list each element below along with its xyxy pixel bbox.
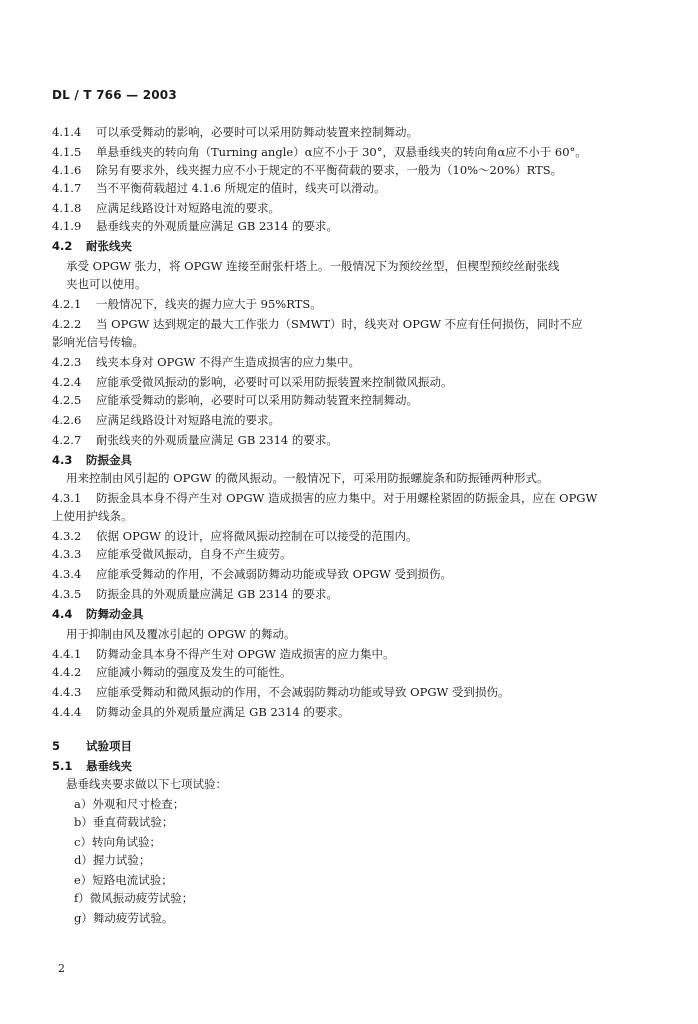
clause-number: 4.4.1 [52, 647, 82, 661]
clause-text: f）微风振动疲劳试验； [74, 891, 194, 905]
clause-text: a）外观和尺寸检查； [74, 797, 185, 811]
clause-number: 4.2.3 [52, 355, 82, 369]
clause-number: 4.4.2 [52, 665, 82, 679]
clause-text: 应能承受微风振动，自身不产生疲劳。 [96, 547, 292, 561]
clause-number: 4.1.6 [52, 163, 82, 177]
clause-4-2-1 [52, 296, 652, 312]
clause-4-4-4 [52, 704, 652, 720]
clause-text: 防舞动金具的外观质量应满足 GB 2314 的要求。 [96, 705, 350, 719]
clause-4-4-2 [52, 664, 652, 680]
clause-text: 依据 OPGW 的设计，应将微风振动控制在可以接受的范围内。 [96, 529, 418, 543]
clause-number: 4.2.7 [52, 433, 82, 447]
clause-4-2-4 [52, 374, 652, 390]
paragraph-line [74, 910, 674, 926]
clause-number: 4.1.8 [52, 201, 82, 215]
clause-text: 夹也可以使用。 [66, 277, 147, 291]
clause-text: 应能承受微风振动的影响，必要时可以采用防振装置来控制微风振动。 [96, 375, 453, 389]
clause-text: 一般情况下，线夹的握力应大于 95%RTS。 [96, 297, 322, 311]
clause-number: 4.1.5 [52, 145, 82, 159]
clause-4-3-2 [52, 528, 652, 544]
clause-number: 4.3.1 [52, 491, 82, 505]
clause-4-1-6 [52, 162, 652, 178]
section-heading: 耐张线夹 [86, 239, 132, 253]
clause-number: 4.4 [52, 607, 73, 621]
clause-number: 4.3 [52, 453, 73, 467]
paragraph-line [74, 814, 674, 830]
clause-text: 应满足线路设计对短路电流的要求。 [96, 413, 280, 427]
paragraph-line [66, 626, 666, 642]
clause-number: 4.2.1 [52, 297, 82, 311]
clause-4-1-7 [52, 180, 652, 196]
clause-4-2 [52, 238, 652, 254]
clause-text: 可以承受舞动的影响，必要时可以采用防舞动装置来控制舞动。 [96, 125, 418, 139]
clause-text: g）舞动疲劳试验。 [74, 911, 174, 925]
section-heading: 试验项目 [86, 739, 132, 753]
clause-5-1 [52, 758, 652, 774]
paragraph-line [74, 796, 674, 812]
clause-4-3-4 [52, 566, 652, 582]
page-number: 2 [58, 962, 65, 975]
paragraph-line [66, 776, 666, 792]
clause-4-1-4 [52, 124, 652, 140]
clause-4-2-3 [52, 354, 652, 370]
clause-number: 4.2 [52, 239, 73, 253]
clause-text: 用于抑制由风及覆冰引起的 OPGW 的舞动。 [66, 627, 296, 641]
paragraph-line [74, 872, 674, 888]
clause-4-1-8 [52, 200, 652, 216]
clause-text: 应能承受舞动的作用，不会减弱防舞动功能或导致 OPGW 受到损伤。 [96, 567, 452, 581]
clause-4-4-3 [52, 684, 652, 700]
clause-text: b）垂直荷载试验； [74, 815, 174, 829]
clause-text: 单悬垂线夹的转向角（Turning angle）α应不小于 30°，双悬垂线夹的转向角α应不小于 60°。 [96, 145, 587, 159]
clause-text: 用来控制由风引起的 OPGW 的微风振动。一般情况下，可采用防振螺旋条和防振锤两种形式。 [66, 471, 549, 485]
paragraph-line [52, 334, 652, 350]
clause-number: 4.2.6 [52, 413, 82, 427]
clause-4-1-5 [52, 144, 652, 160]
clause-text: 应能承受舞动和微风振动的作用，不会减弱防舞动功能或导致 OPGW 受到损伤。 [96, 685, 510, 699]
clause-text: 影响光信号传输。 [52, 335, 144, 349]
clause-4-1-9 [52, 218, 652, 234]
clause-number: 4.2.5 [52, 393, 82, 407]
clause-text: c）转向角试验； [74, 835, 161, 849]
paragraph-line [74, 834, 674, 850]
clause-text: 防振金具的外观质量应满足 GB 2314 的要求。 [96, 587, 338, 601]
paragraph-line [66, 258, 666, 274]
clause-5 [52, 738, 652, 754]
clause-number: 5.1 [52, 759, 73, 773]
clause-text: 承受 OPGW 张力，将 OPGW 连接至耐张杆塔上。一般情况下为预绞丝型，但楔型预绞丝耐张线 [66, 259, 560, 273]
clause-4-2-6 [52, 412, 652, 428]
clause-number: 4.1.7 [52, 181, 82, 195]
clause-text: 应满足线路设计对短路电流的要求。 [96, 201, 280, 215]
clause-text: 应能承受舞动的影响，必要时可以采用防舞动装置来控制舞动。 [96, 393, 418, 407]
clause-text: 线夹本身对 OPGW 不得产生造成损害的应力集中。 [96, 355, 360, 369]
clause-text: 上使用护线条。 [52, 509, 133, 523]
clause-text: 除另有要求外，线夹握力应不小于规定的不平衡荷载的要求，一般为（10%～20%）RTS。 [96, 163, 563, 177]
clause-4-2-7 [52, 432, 652, 448]
paragraph-line [74, 890, 674, 906]
clause-text: 悬垂线夹的外观质量应满足 GB 2314 的要求。 [96, 219, 338, 233]
clause-number: 4.2.2 [52, 317, 82, 331]
clause-4-4-1 [52, 646, 652, 662]
clause-number: 4.3.5 [52, 587, 82, 601]
clause-number: 4.1.4 [52, 125, 82, 139]
clause-text: 悬垂线夹要求做以下七项试验： [66, 777, 227, 791]
clause-4-3-3 [52, 546, 652, 562]
clause-4-3-5 [52, 586, 652, 602]
paragraph-line [74, 852, 674, 868]
clause-4-3 [52, 452, 652, 468]
paragraph-line [66, 470, 666, 486]
running-header: DL / T 766 — 2003 [52, 88, 177, 102]
clause-number: 4.4.4 [52, 705, 82, 719]
clause-4-4 [52, 606, 652, 622]
clause-4-2-5 [52, 392, 652, 408]
section-heading: 防舞动金具 [86, 607, 144, 621]
clause-number: 5 [52, 739, 61, 753]
clause-number: 4.2.4 [52, 375, 82, 389]
clause-number: 4.3.4 [52, 567, 82, 581]
section-heading: 防振金具 [86, 453, 132, 467]
clause-text: 防振金具本身不得产生对 OPGW 造成损害的应力集中。对于用螺栓紧固的防振金具，应在 OPGW [96, 491, 598, 505]
section-heading: 悬垂线夹 [86, 759, 132, 773]
clause-text: d）握力试验； [74, 853, 151, 867]
clause-text: 当不平衡荷载超过 4.1.6 所规定的值时，线夹可以滑动。 [96, 181, 386, 195]
paragraph-line [66, 276, 666, 292]
clause-text: 耐张线夹的外观质量应满足 GB 2314 的要求。 [96, 433, 338, 447]
clause-text: 当 OPGW 达到规定的最大工作张力（SMWT）时，线夹对 OPGW 不应有任何损伤，同时不应 [96, 317, 583, 331]
clause-number: 4.3.2 [52, 529, 82, 543]
clause-number: 4.1.9 [52, 219, 82, 233]
clause-number: 4.4.3 [52, 685, 82, 699]
clause-4-3-1 [52, 490, 652, 506]
clause-4-2-2 [52, 316, 652, 332]
clause-text: 防舞动金具本身不得产生对 OPGW 造成损害的应力集中。 [96, 647, 395, 661]
clause-number: 4.3.3 [52, 547, 82, 561]
clause-text: e）短路电流试验； [74, 873, 173, 887]
clause-text: 应能减小舞动的强度及发生的可能性。 [96, 665, 292, 679]
paragraph-line [52, 508, 652, 524]
